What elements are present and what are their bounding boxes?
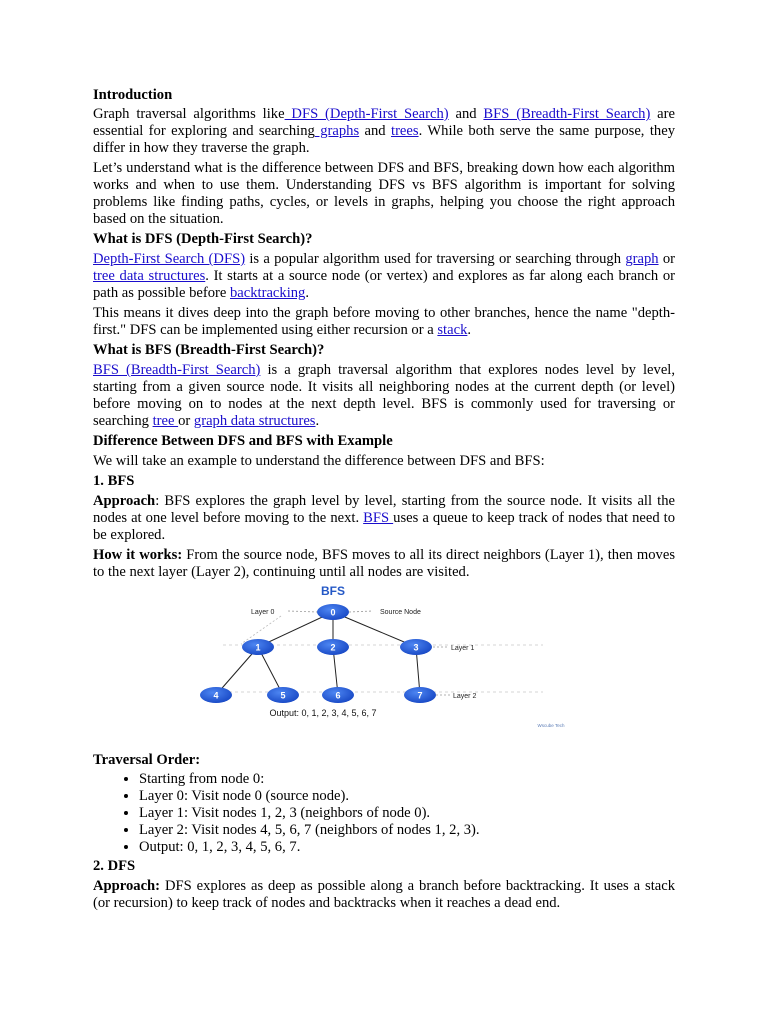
intro-paragraph-1 [93, 106, 675, 157]
intro-paragraph-2: Let’s understand what is the difference between DFS and BFS, breaking down how each algorithm works and when to use them. Understanding DFS vs BFS algorithm is important for solving problems like finding paths, cycles, or levels in graphs, helping you choose the right approach based on the situation. [93, 160, 675, 227]
list-item: • Layer 0: Visit node 0 (source node). [139, 788, 675, 805]
text-run: Graph traversal algorithms like [93, 106, 285, 122]
bfs-paragraph [93, 362, 675, 430]
node-7-label: 7 [417, 690, 423, 701]
node-4-label: 4 [213, 690, 219, 701]
bfs-queue-link[interactable]: BFS [363, 510, 394, 526]
tree-link[interactable]: tree [152, 413, 179, 429]
traversal-list [93, 771, 675, 856]
intro-heading: Introduction [93, 87, 173, 103]
dfs-approach [93, 878, 675, 912]
text-run: and [359, 123, 392, 139]
how-label: How it works: [93, 547, 183, 563]
list-item: • Output: 0, 1, 2, 3, 4, 5, 6, 7. [139, 839, 675, 856]
node-6-label: 6 [335, 690, 341, 701]
node-3-label: 3 [413, 642, 419, 653]
text-run: or [658, 251, 675, 267]
bfs-how-it-works [93, 547, 675, 581]
text-run: are essential for exploring and searching [93, 106, 675, 139]
graph-link[interactable]: graph [625, 251, 659, 267]
text-run: . It starts at a source node (or vertex) and explores as far along each branch or path as possible before [93, 268, 675, 301]
bfs-diagram-svg [93, 586, 583, 736]
difference-heading: Difference Between DFS and BFS with Example [93, 433, 393, 449]
text-run: . [315, 413, 320, 429]
text-run: From the source node, BFS moves to all its direct neighbors (Layer 1), then moves to the next layer (Layer 2), continuing until all nodes are visited. [93, 547, 676, 580]
source-node-label: Source Node [380, 609, 421, 616]
bfs-link[interactable]: BFS (Breadth-First Search) [483, 106, 651, 122]
bfs-approach [93, 493, 675, 544]
difference-intro: We will take an example to understand the difference between DFS and BFS: [93, 453, 545, 469]
node-1-label: 1 [255, 642, 261, 653]
text-run: This means it dives deep into the graph before moving to other branches, hence the name "depth-first." DFS can be implemented using either recursion or a [93, 305, 675, 338]
node-5-label: 5 [280, 690, 286, 701]
text-run: uses a queue to keep track of nodes that need to be explored. [93, 510, 676, 543]
bfs-example-heading: 1. BFS [93, 473, 135, 489]
dfs-paragraph-2 [93, 305, 675, 339]
bfs-diagram [93, 586, 583, 736]
tree-data-structures-link[interactable]: tree data structures [93, 268, 206, 284]
layer-2-label: Layer 2 [453, 693, 477, 700]
layer-0-label: Layer 0 [251, 609, 275, 616]
text-run: . [467, 322, 472, 338]
stack-link[interactable]: stack [437, 322, 468, 338]
text-run: and [448, 106, 484, 122]
watermark-logo: Wscube Tech [537, 723, 565, 728]
diagram-title: BFS [321, 586, 345, 598]
list-item: • Layer 1: Visit nodes 1, 2, 3 (neighbors of node 0). [139, 805, 675, 822]
dfs-definition-link[interactable]: Depth-First Search (DFS) [93, 251, 246, 267]
text-run: . [305, 285, 310, 301]
node-0-label: 0 [330, 607, 336, 618]
text-run: is a popular algorithm used for traversing or searching through [245, 251, 626, 267]
traversal-heading: Traversal Order: [93, 752, 201, 768]
bfs-heading: What is BFS (Breadth-First Search)? [93, 342, 325, 358]
dfs-heading: What is DFS (Depth-First Search)? [93, 231, 313, 247]
text-run: or [178, 413, 194, 429]
list-item: • Layer 2: Visit nodes 4, 5, 6, 7 (neighbors of nodes 1, 2, 3). [139, 822, 675, 839]
dfs-link[interactable]: DFS (Depth-First Search) [284, 106, 449, 122]
bfs-definition-link[interactable]: BFS (Breadth-First Search) [93, 362, 261, 378]
text-run: is a graph traversal algorithm that explores nodes level by level, starting from a given source node. It visits all neighboring nodes at the current depth (or level) before moving on to nodes at the next depth level. BFS is commonly used for traversing or searching [93, 362, 675, 429]
graph-data-structures-link[interactable]: graph data structures [193, 413, 316, 429]
text-run: . While both serve the same purpose, they differ in how they traverse the graph. [93, 123, 675, 156]
node-2-label: 2 [330, 642, 336, 653]
approach-label: Approach [93, 493, 156, 509]
backtracking-link[interactable]: backtracking [229, 285, 306, 301]
dfs-example-heading: 2. DFS [93, 858, 136, 874]
layer-1-label: Layer 1 [451, 645, 475, 652]
diagram-output: Output: 0, 1, 2, 3, 4, 5, 6, 7 [269, 708, 377, 718]
list-item: • Starting from node 0: [139, 771, 675, 788]
text-run: DFS explores as deep as possible along a branch before backtracking. It uses a stack (or recursion) to keep track of nodes and backtracks when it reaches a dead end. [93, 878, 675, 911]
graphs-link[interactable]: graphs [314, 123, 360, 139]
document-page [93, 87, 675, 912]
trees-link[interactable]: trees [391, 123, 419, 139]
dfs-paragraph-1 [93, 251, 675, 302]
approach-label: Approach: [93, 878, 161, 894]
text-run: : BFS explores the graph level by level, starting from the source node. It visits all the nodes at one level before moving to the next. [93, 493, 675, 526]
